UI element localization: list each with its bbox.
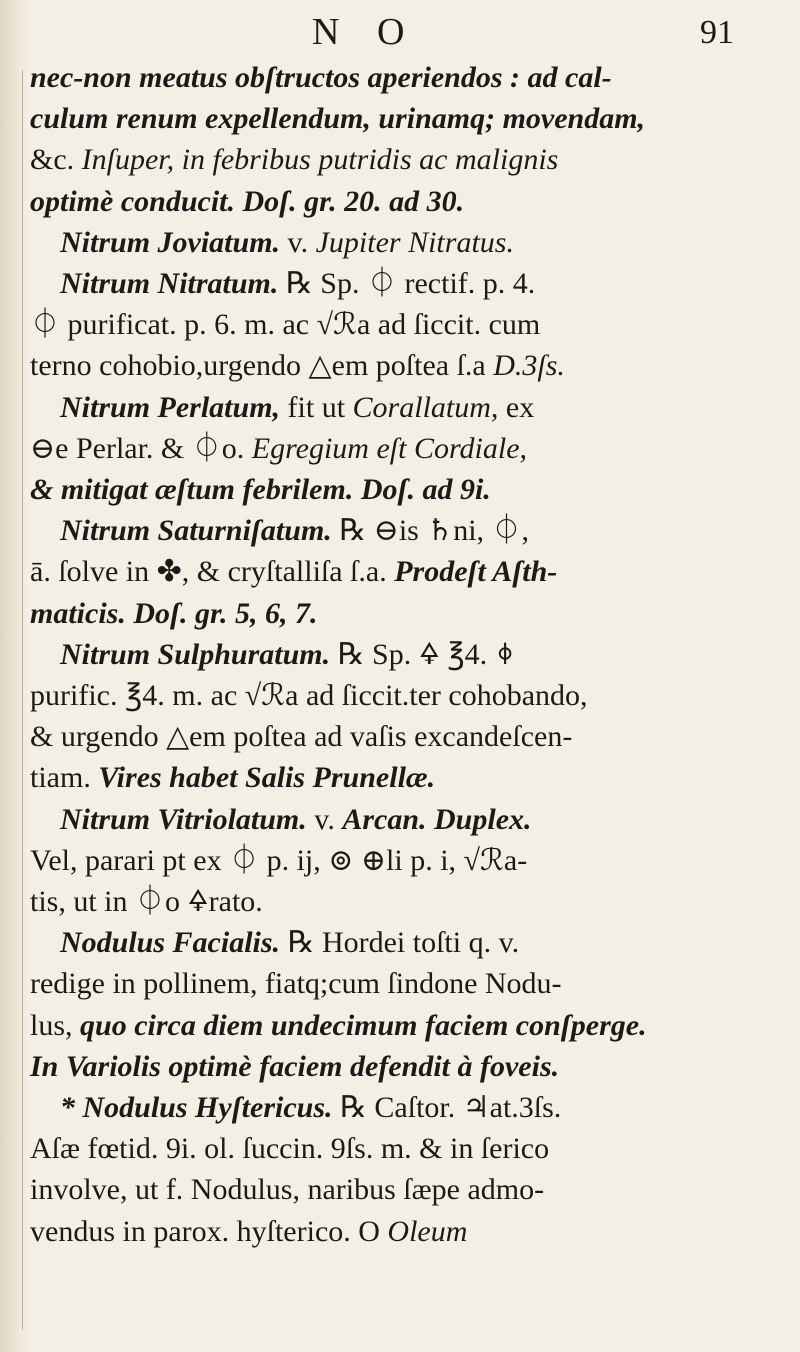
text-line <box>30 140 558 180</box>
roman-text: ā. ſolve in ✤, & cryſtalliſa ſ.a. <box>30 555 395 589</box>
text-line <box>30 1170 544 1210</box>
text-line <box>30 58 612 98</box>
italic-text: D.3ſs. <box>493 349 565 383</box>
italic-text: Jupiter Nitratus. <box>315 225 514 259</box>
roman-text: purific. ℥4. m. ac √ℛa ad ſiccit.ter cohobando, <box>30 679 588 712</box>
text-line <box>30 1129 549 1169</box>
roman-text: Vel, parari pt ex ⏀ p. ij, ⊚ ⊕li p. i, √ℛa- <box>30 843 528 877</box>
text-line <box>60 635 516 675</box>
roman-text: ℞ Hordei toſti q. v. <box>280 926 520 960</box>
text-line <box>60 1088 561 1128</box>
italic-text: Egregium eſt Cordiale, <box>251 431 528 465</box>
roman-text: tis, ut in ⏀o 🜍rato. <box>30 885 263 918</box>
roman-text: ℞ Sp. ⏀ rectif. p. 4. <box>278 267 536 300</box>
italic-text: Nitrum Nitratum. <box>60 267 279 300</box>
italic-text: nec-non meatus obſtructos aperiendos : ad cal- <box>30 61 612 94</box>
roman-text: ⊖e Perlar. & ⏀o. <box>30 431 252 465</box>
roman-text: ℞ ⊖is ♄ni, ⏀, <box>331 514 530 548</box>
text-line <box>30 1047 559 1087</box>
text-line <box>60 388 534 428</box>
roman-text: terno cohobio,urgendo △em poſtea ſ.a <box>30 349 494 383</box>
italic-text: Inſuper, in febribus putridis ac malignis <box>81 143 559 177</box>
text-line <box>30 346 565 386</box>
text-line <box>30 594 318 634</box>
text-line <box>30 552 557 592</box>
text-line <box>60 264 535 304</box>
italic-text: Oleum <box>387 1214 468 1248</box>
text-line <box>30 470 491 510</box>
roman-text: v. <box>280 225 316 259</box>
roman-text: lus, <box>30 1008 81 1042</box>
page-number: 91 <box>700 14 734 51</box>
text-line <box>30 841 527 881</box>
page-header <box>0 8 800 54</box>
text-line <box>30 182 464 222</box>
italic-text: optimè conducit. Doſ. gr. 20. ad 30. <box>30 184 465 218</box>
text-line <box>30 676 588 716</box>
italic-text: Nitrum Saturniſatum. <box>60 514 332 548</box>
text-line <box>30 305 540 345</box>
text-line <box>60 923 519 963</box>
text-line <box>30 1006 647 1046</box>
italic-text: * Nodulus Hyſtericus. <box>60 1091 333 1124</box>
italic-text: Arcan. Duplex. <box>342 802 532 836</box>
italic-text: Vires habet Salis Prunellæ. <box>98 761 436 795</box>
italic-text: Nodulus Facialis. <box>60 926 281 960</box>
gutter-fold-line <box>22 70 23 1330</box>
roman-text: ℞ Sp. 🜍 ℥4. ⏀ <box>330 637 516 671</box>
text-line <box>30 99 645 139</box>
text-line <box>30 717 572 757</box>
text-line <box>60 223 514 263</box>
italic-text: culum renum expellendum, urinamq; movendam, <box>30 102 646 136</box>
roman-text: & urgendo △em poſtea ad vaſis excandeſcen- <box>30 720 573 754</box>
italic-text: Nitrum Sulphuratum. <box>60 637 331 671</box>
text-line <box>30 758 435 798</box>
text-line <box>30 964 562 1004</box>
roman-text: v. <box>306 802 343 836</box>
italic-text: quo circa diem undecimum faciem conſperge. <box>80 1008 647 1042</box>
running-head: N O <box>312 11 419 53</box>
roman-text: Aſæ fœtid. 9i. ol. ſuccin. 9ſs. m. & in ſerico <box>30 1132 550 1166</box>
italic-text: Nitrum Vitriolatum. <box>60 802 307 836</box>
roman-text: ⏀ purificat. p. 6. m. ac √ℛa ad ſiccit. cum <box>30 308 541 342</box>
roman-text: ℞ Caſtor. ♃at.3ſs. <box>332 1091 562 1124</box>
page-gutter-shadow <box>0 0 28 1352</box>
roman-text: &c. <box>30 143 82 177</box>
roman-text: tiam. <box>30 761 99 795</box>
roman-text: fit ut <box>280 390 353 424</box>
text-line <box>30 429 527 469</box>
italic-text: Nitrum Joviatum. <box>60 225 281 259</box>
text-line <box>60 511 529 551</box>
text-line <box>30 882 263 922</box>
italic-text: Nitrum Perlatum, <box>60 390 281 424</box>
italic-text: Corallatum, <box>352 390 499 424</box>
italic-text: In Variolis optimè faciem defendit à foveis. <box>30 1049 560 1083</box>
italic-text: maticis. Doſ. gr. 5, 6, 7. <box>30 596 318 630</box>
roman-text: redige in pollinem, fiatq;cum ſindone Nodu- <box>30 967 562 1001</box>
text-line <box>30 1212 467 1252</box>
roman-text: ex <box>498 390 535 424</box>
roman-text: vendus in parox. hyſterico. O <box>30 1214 388 1248</box>
italic-text: & mitigat æſtum febrilem. Doſ. ad 9i. <box>30 473 491 506</box>
roman-text: involve, ut f. Nodulus, naribus ſæpe admo- <box>30 1173 545 1207</box>
text-line <box>60 800 532 840</box>
italic-text: Prodeſt Aſth- <box>394 555 558 589</box>
